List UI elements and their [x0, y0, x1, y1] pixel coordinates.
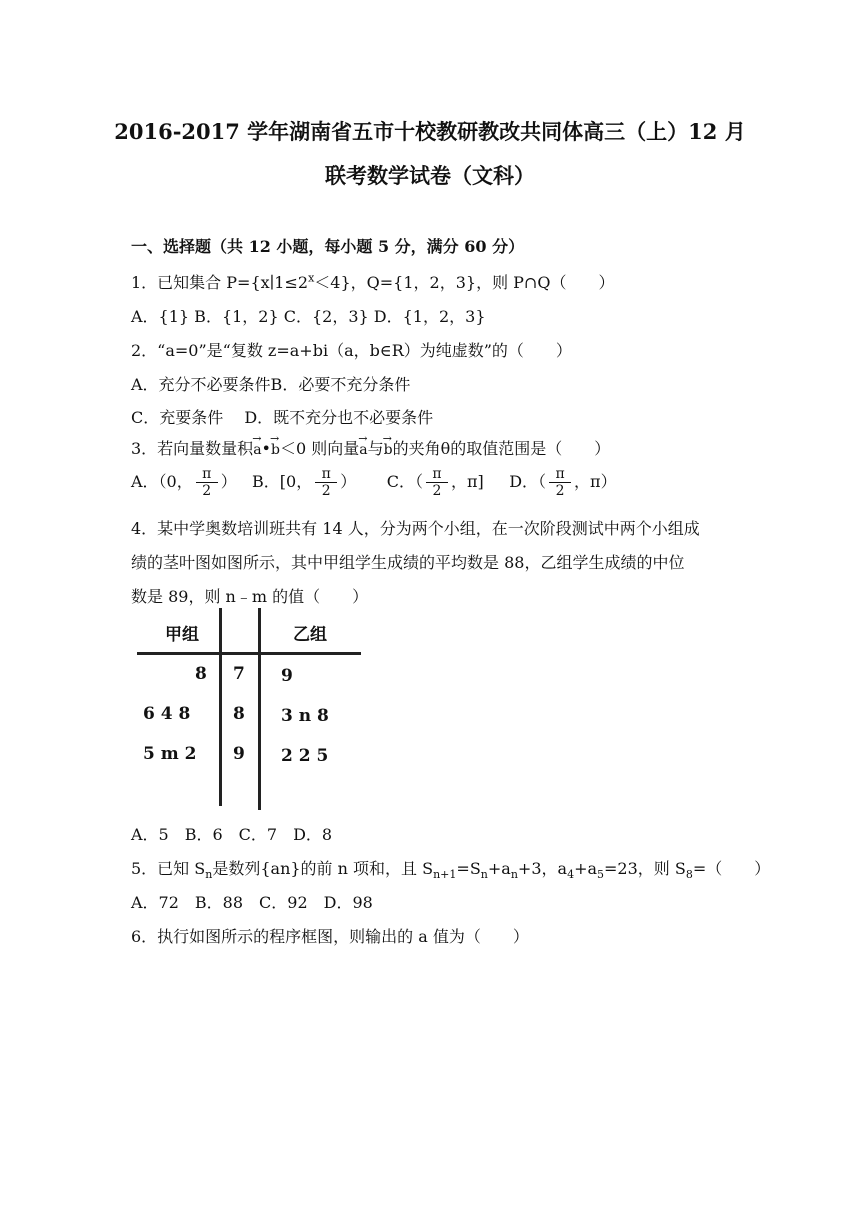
question-3-options: A．（0， $\frac{\pi}{2}$ ） B．[0， $\frac{\pi}{2}$ ） C．（ $\frac{\pi}{2}$ ，π] D．（ $\frac{\pi}{2}$ ，π） — [131, 466, 617, 499]
vector-a: → a — [253, 436, 261, 458]
question-2-stem: 2．“a=0”是“复数 z=a+bi（a，b∈R）为纯虚数”的（ ） — [131, 341, 572, 360]
divider-right — [258, 608, 261, 810]
right-leaves-row1: 9 — [281, 666, 293, 686]
divider-left — [219, 608, 222, 806]
vector-b: → b — [384, 436, 393, 458]
question-6-stem: 6．执行如图所示的程序框图，则输出的 a 值为（ ） — [131, 927, 529, 946]
question-4-line3: 数是 89，则 n﹣m 的值（ ） — [131, 587, 369, 606]
question-4-line1: 4．某中学奥数培训班共有 14 人，分为两个小组，在一次阶段测试中两个小组成 — [131, 519, 700, 538]
stem-row1: 7 — [233, 664, 245, 684]
right-leaves-row3: 2 2 5 — [281, 746, 329, 766]
left-leaves-row1: 8 — [195, 664, 207, 684]
group-yi-header: 乙组 — [293, 625, 327, 645]
vector-b: → b — [271, 436, 280, 458]
left-leaves-row3: 5 m 2 — [143, 744, 197, 764]
question-1-options: A．{1} B．{1，2} C．{2，3} D．{1，2，3} — [131, 307, 486, 326]
header-divider — [137, 652, 361, 655]
fraction-pi-over-2: $\frac{\pi}{2}$ — [315, 466, 337, 499]
stem-row2: 8 — [233, 704, 245, 724]
question-2-options-ab: A．充分不必要条件B．必要不充分条件 — [131, 375, 411, 394]
stem-row3: 9 — [233, 744, 245, 764]
stem-and-leaf-plot — [131, 608, 363, 814]
paper-title-line1: 2016-2017 学年湖南省五市十校教研教改共同体高三（上）12 月 — [114, 119, 746, 144]
question-4-options: A．5 B．6 C．7 D．8 — [131, 825, 333, 844]
right-leaves-row2: 3 n 8 — [281, 706, 329, 726]
section-heading: 一、选择题（共 12 小题，每小题 5 分，满分 60 分） — [131, 237, 525, 256]
fraction-pi-over-2: $\frac{\pi}{2}$ — [196, 466, 218, 499]
fraction-pi-over-2: $\frac{\pi}{2}$ — [549, 466, 571, 499]
left-leaves-row2: 6 4 8 — [143, 704, 191, 724]
question-1-stem: 1．已知集合 $P=\{x∣1\le 2^x<4\}$，Q={1，2，3}，则 P∩Q（ ） — [131, 271, 615, 292]
question-2-options-cd: C．充要条件 D．既不充分也不必要条件 — [131, 408, 434, 427]
question-4-line2: 绩的茎叶图如图所示，其中甲组学生成绩的平均数是 88，乙组学生成绩的中位 — [131, 553, 685, 572]
vector-a: → a — [359, 436, 367, 458]
question-5-options: A．72 B．88 C．92 D．98 — [131, 893, 373, 912]
fraction-pi-over-2: $\frac{\pi}{2}$ — [426, 466, 448, 499]
paper-title-line2: 联考数学试卷（文科） — [325, 163, 535, 188]
question-5-stem: 5．已知 $S_n$是数列{an}的前 n 项和，且 $S_{n+1}=S_n+a_n+3$，$a_4+a_5=23$，则 $S_8=$（ ） — [131, 859, 771, 882]
question-3-stem: 3．若向量数量积→ a•→ b＜0 则向量→ a与→ b的夹角θ的取值范围是（ ） — [131, 436, 610, 459]
group-jia-header: 甲组 — [165, 625, 199, 645]
